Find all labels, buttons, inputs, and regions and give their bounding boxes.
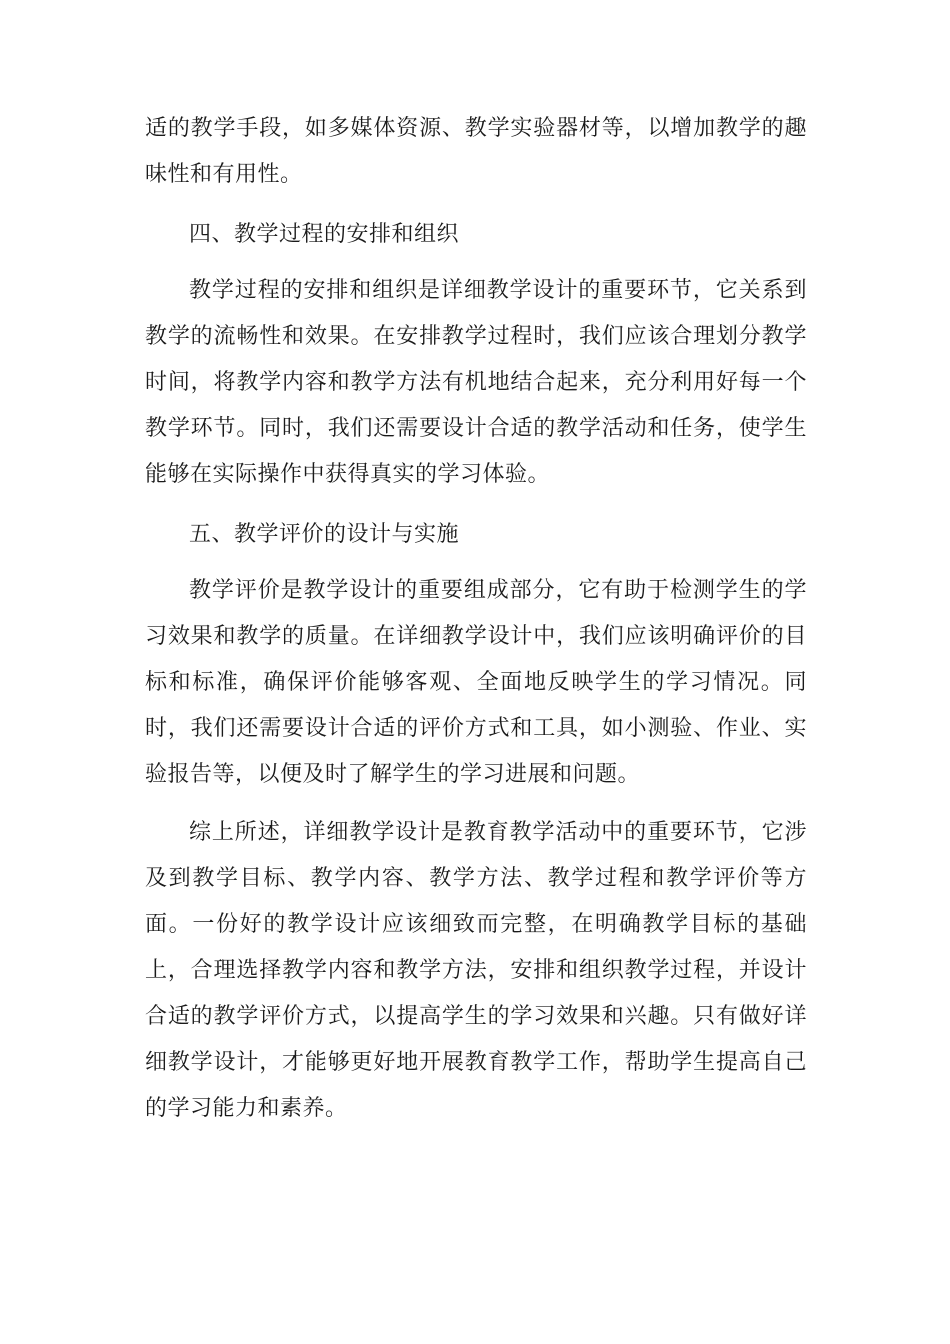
section-heading-5: 五、教学评价的设计与实施: [189, 522, 460, 547]
paragraph-continuation: 适的教学手段，如多媒体资源、教学实验器材等，以增加教学的趣味性和有用性。: [145, 116, 807, 187]
section-heading-4: 四、教学过程的安排和组织: [189, 222, 460, 247]
paragraph-conclusion: 综上所述，详细教学设计是教育教学活动中的重要环节，它涉及到教学目标、教学内容、教学方法、教学过程和教学评价等方面。一份好的教学设计应该细致而完整，在明确教学目标的基础上，合理选择教学内容和教学方法，安排和组织教学过程，并设计合适的教学评价方式，以提高学生的学习效果和兴趣。只有做好详细教学设计，才能够更好地开展教育教学工作，帮助学生提高自己的学习能力和素养。: [145, 820, 807, 1121]
paragraph-section-5: 教学评价是教学设计的重要组成部分，它有助于检测学生的学习效果和教学的质量。在详细教学设计中，我们应该明确评价的目标和标准，确保评价能够客观、全面地反映学生的学习情况。同时，我们还需要设计合适的评价方式和工具，如小测验、作业、实验报告等，以便及时了解学生的学习进展和问题。: [145, 578, 807, 787]
paragraph-section-4: 教学过程的安排和组织是详细教学设计的重要环节，它关系到教学的流畅性和效果。在安排教学过程时，我们应该合理划分教学时间，将教学内容和教学方法有机地结合起来，充分利用好每一个教学环节。同时，我们还需要设计合适的教学活动和任务，使学生能够在实际操作中获得真实的学习体验。: [145, 278, 807, 487]
document-page: [145, 106, 807, 1132]
